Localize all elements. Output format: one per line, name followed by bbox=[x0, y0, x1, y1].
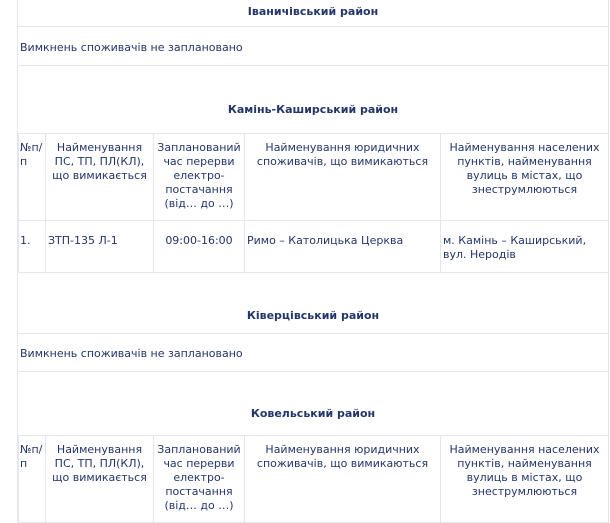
col-header-number: №п/п bbox=[19, 436, 46, 523]
schedule-page bbox=[17, 0, 609, 522]
table-row bbox=[19, 221, 609, 273]
divider bbox=[18, 371, 608, 372]
col-header-object: Найменування ПС, ТП, ПЛ(КЛ), що вимикається bbox=[46, 436, 154, 523]
cell-locations: м. Камінь – Каширський, вул. Неродів bbox=[441, 221, 609, 273]
cell-object: ЗТП-135 Л-1 bbox=[46, 221, 154, 273]
no-outages-note: Вимкнень споживачів не заплановано bbox=[20, 41, 243, 54]
divider bbox=[18, 333, 608, 334]
col-header-locations: Найменування населених пунктів, найменування вулиць в містах, що знеструмлюються bbox=[441, 436, 609, 523]
cell-time: 09:00-16:00 bbox=[154, 221, 245, 273]
district-title-kovelskyi: Ковельський район bbox=[250, 407, 376, 420]
divider bbox=[18, 65, 608, 66]
cell-number: 1. bbox=[19, 221, 46, 273]
col-header-number: №п/п bbox=[19, 134, 46, 221]
col-header-time: Запланований час перерви електро-постачання (від… до …) bbox=[154, 134, 245, 221]
cell-consumers: Римо – Католицька Церква bbox=[245, 221, 441, 273]
col-header-consumers: Найменування юридичних споживачів, що вимикаються bbox=[245, 436, 441, 523]
district-title-kivertsivskyi: Ківерцівський район bbox=[246, 309, 380, 322]
district-title-ivanychivskyi: Іваничівський район bbox=[247, 5, 379, 18]
col-header-locations: Найменування населених пунктів, найменування вулиць в містах, що знеструмлюються bbox=[441, 134, 609, 221]
table-header-row bbox=[19, 436, 609, 523]
col-header-consumers: Найменування юридичних споживачів, що вимикаються bbox=[245, 134, 441, 221]
no-outages-note: Вимкнень споживачів не заплановано bbox=[20, 347, 243, 360]
outage-table bbox=[18, 435, 609, 523]
col-header-object: Найменування ПС, ТП, ПЛ(КЛ), що вимикається bbox=[46, 134, 154, 221]
outage-table bbox=[18, 133, 609, 273]
table-header-row bbox=[19, 134, 609, 221]
col-header-time: Запланований час перерви електро-постачання (від… до …) bbox=[154, 436, 245, 523]
divider bbox=[18, 26, 608, 27]
district-title-kamin-kashyrskyi: Камінь-Каширський район bbox=[227, 103, 399, 116]
